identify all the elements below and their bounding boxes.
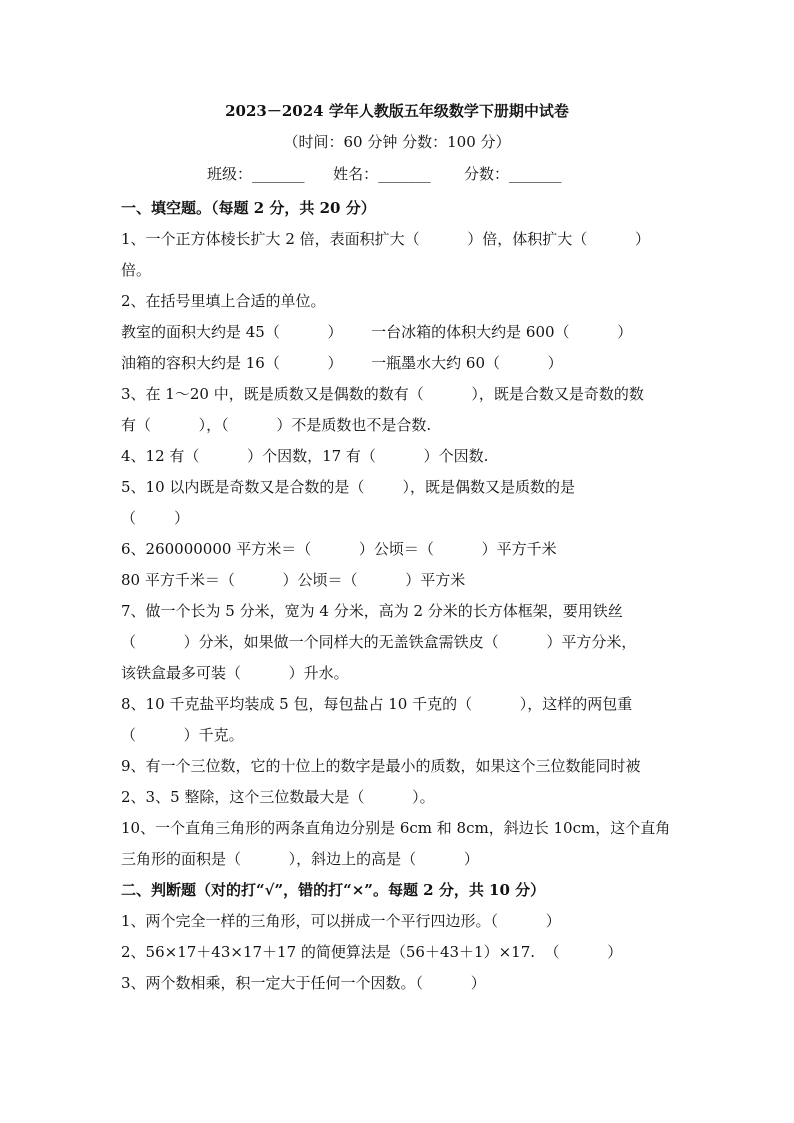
- question-line: 4、12 有（ ）个因数，17 有（ ）个因数.: [121, 447, 489, 465]
- question-line: 教室的面积大约是 45（ ） 一台冰箱的体积大约是 600（ ）: [121, 323, 633, 341]
- question-line: 3、在 1～20 中，既是质数又是偶数的数有（ ），既是合数又是奇数的数: [121, 385, 644, 403]
- question-line: 油箱的容积大约是 16（ ） 一瓶墨水大约 60（ ）: [121, 354, 563, 372]
- question-line: 6、260000000 平方米＝（ ）公顷＝（ ）平方千米: [121, 540, 557, 558]
- section-heading: 二、判断题（对的打“√”，错的打“×”。每题 2 分，共 10 分）: [121, 881, 546, 899]
- question-line: （ ）千克。: [121, 726, 244, 744]
- question-line: 80 平方千米＝（ ）公顷＝（ ）平方米: [121, 571, 466, 589]
- page-title: 2023－2024 学年人教版五年级数学下册期中试卷: [225, 102, 569, 120]
- exam-subtitle: （时间：60 分钟 分数：100 分）: [283, 133, 511, 151]
- question-line: 有（ ），（ ）不是质数也不是合数.: [121, 416, 432, 434]
- question-line: 5、10 以内既是奇数又是合数的是（ ），既是偶数又是质数的是: [121, 478, 576, 496]
- question-line: 2、56×17＋43×17＋17 的简便算法是（56＋43＋1）×17. （ ）: [121, 943, 623, 961]
- question-line: （ ）: [121, 509, 190, 527]
- question-line: 10、一个直角三角形的两条直角边分别是 6cm 和 8cm，斜边长 10cm，这个直角: [121, 819, 671, 837]
- question-line: 2、在括号里填上合适的单位。: [121, 292, 326, 310]
- question-line: 7、做一个长为 5 分米，宽为 4 分米，高为 2 分米的长方体框架，要用铁丝: [121, 602, 623, 620]
- question-line: 8、10 千克盐平均装成 5 包，每包盐占 10 千克的（ ），这样的两包重: [121, 695, 633, 713]
- question-line: 三角形的面积是（ ），斜边上的高是（ ）: [121, 850, 479, 868]
- question-line: 倍。: [121, 261, 152, 279]
- question-line: 1、一个正方体棱长扩大 2 倍，表面积扩大（ ）倍，体积扩大（ ）: [121, 230, 650, 248]
- question-line: 该铁盒最多可装（ ）升水。: [121, 664, 349, 682]
- question-line: 2、3、5 整除，这个三位数最大是（ ）。: [121, 788, 435, 806]
- question-line: （ ）分米，如果做一个同样大的无盖铁盒需铁皮（ ）平方分米，: [121, 633, 637, 651]
- question-line: 9、有一个三位数，它的十位上的数字是最小的质数，如果这个三位数能同时被: [121, 757, 641, 775]
- exam-content: [121, 193, 681, 999]
- section-heading: 一、填空题。（每题 2 分，共 20 分）: [121, 199, 376, 217]
- question-line: 3、两个数相乘，积一定大于任何一个因数。（ ）: [121, 974, 486, 992]
- student-info-line: 班级：_______ 姓名：_______ 分数：_______: [207, 165, 562, 183]
- question-line: 1、两个完全一样的三角形，可以拼成一个平行四边形。（ ）: [121, 912, 561, 930]
